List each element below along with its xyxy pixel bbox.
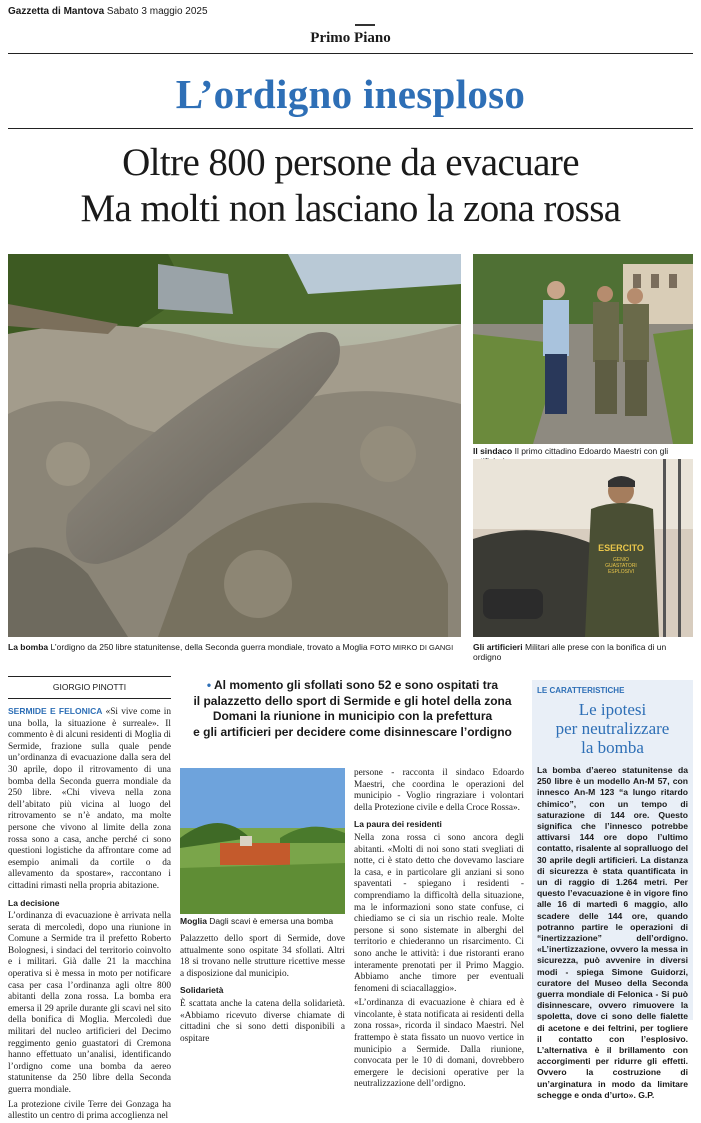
section-title: Primo Piano	[310, 30, 391, 46]
section-divider	[355, 24, 375, 26]
bomb-caption	[8, 642, 468, 653]
moglia-caption	[180, 916, 348, 926]
sidebar-title	[537, 700, 688, 757]
badge-line-4: ESPLOSIVI	[607, 569, 635, 575]
sidebar-title-line-2: per neutralizzare	[555, 719, 670, 738]
summary-line-1: • Al momento gli sfollati sono 52 e sono ospitati tra	[206, 678, 499, 692]
sidebar-title-line-1: Le ipotesi	[578, 700, 647, 719]
summary-line-4: e gli artificieri per decidere come disinnescare l’ordigno	[193, 724, 512, 739]
col3-p2: Nella zona rossa ci sono ancora degli abitanti. «Molti di noi sono stati svegliati di notte, ci è stato detto che dovevamo lasciare la casa, e in particolare gli anziani si sono spaventati - spiegano i residenti - comprendiamo la difficoltà della situazione, ma le informazioni sono state confuse, ci chiediamo se ci sia un rischio reale. Molte persone si sono sistemate in alberghi del territorio e chiederanno un risarcimento. Ci sono anche le attività: i due ristoranti erano interamente prenotati per il Primo Maggio. Abbiamo anche timore per eventuali fenomeni di sciacallaggio».	[354, 832, 524, 994]
moglia-caption-text: Dagli scavi è emersa una bomba	[209, 916, 334, 926]
article-column-2	[180, 934, 345, 1044]
col2-p2: È scattata anche la catena della solidarietà. «Abbiamo ricevuto diverse chiamate di cittadini che si sono detti disponibili a ospitare	[180, 998, 345, 1044]
dateline: SERMIDE E FELONICA	[8, 706, 103, 716]
artificieri-caption	[473, 642, 695, 662]
subhead-solidarieta: Solidarietà	[180, 985, 224, 996]
subhead-paura: La paura dei residenti	[354, 819, 442, 830]
artificieri-photo	[473, 459, 693, 637]
col1-p2: L’ordinanza di evacuazione è arrivata nella serata di mercoledì, dopo una riunione in Comune a Sermide tra il prefetto Roberto Bolognesi, i sindaci del territorio coinvolto e i militari. Già dalle 21 la macchina operativa si è messa in moto per notificare casa per casa l’ordinanza agli oltre 800 abitanti della zona rossa. La bomba era emersa il 29 aprile durante gli scavi nel sito della bonifica di Moglia. Mercoledì due militari del nucleo artificieri del Decimo reggimento genio guastatori di Cremona hanno effettuato un’analisi, identificando l’ordigno come una bomba da aereo statunitense da 250 libre della Seconda guerra mondiale.	[8, 911, 171, 1095]
byline-rule-top	[8, 676, 171, 677]
summary	[180, 678, 525, 740]
paper-name: Gazzetta di Mantova	[8, 6, 105, 17]
sidebar-box	[532, 680, 693, 1100]
badge-line-2: GENIO	[612, 557, 630, 563]
article-column-1	[8, 706, 172, 1122]
summary-line-3: Domani la riunione in municipio con la prefettura	[212, 709, 493, 723]
byline-rule-bottom	[8, 698, 171, 699]
artificieri-caption-text: Militari alle prese con la bonifica di un ordigno	[473, 642, 667, 662]
article-column-3	[354, 768, 524, 1090]
col1-p3: La protezione civile Terre dei Gonzaga ha allestito un centro di prima accoglienza nel	[8, 1099, 171, 1122]
sidebar-tag: LE CARATTERISTICHE	[537, 686, 625, 695]
moglia-caption-label: Moglia	[180, 916, 207, 926]
kicker-rule	[8, 128, 693, 129]
badge-line-3: GUASTATORI	[605, 563, 637, 569]
issue-date: Sabato 3 maggio 2025	[106, 6, 208, 17]
col2-p1: Palazzetto dello sport di Sermide, dove attualmente sono ospitate 34 sfollati. Altri 18 si trovano nelle strutture ricettive messe a disposizione dal municipio.	[180, 934, 345, 979]
headline-line-1: Oltre 800 persone da evacuare	[122, 141, 579, 184]
artificieri-caption-label: Gli artificieri	[473, 642, 523, 652]
summary-line-2: il palazzetto dello sport di Sermide e gli hotel della zona	[193, 693, 512, 708]
col3-p3: «L’ordinanza di evacuazione è chiara ed è vincolante, è stata notificata ai residenti della zona rossa», ricorda il sindaco Maestri. Nel frattempo è stata fissato un nuovo vertice in municipio a Sermide. Dalla riunione, convocata per le 10 di domani, dovrebbero emergere le decisioni operative per la neutralizzazione dell’ordigno.	[354, 998, 524, 1090]
sidebar-body: La bomba d’aereo statunitense da 250 libre è un modello An-M 57, con innesco An-M 123 “a lungo ritardo chimico”, con un tempo di saturazione di 144 ore. Questo significa che l’innesco potrebbe attivarsi 144 ore dopo l’ultimo contatto, risalente al sopralluogo del 30 aprile degli artificieri. La distanza di sicurezza è stata quantificata in un di raggio di 1.264 metri. Per questo l’evacuazione è in vigore fino alle 16 di martedì 6 maggio, allo scadere delle 144 ore, quando potranno partire le operazioni di “inertizzazione” dell’ordigno. «L’inertizzazione, ovvero la messa in sicurezza, può avvenire in diversi modi - spiega Simone Guidorzi, curatore del Museo della Seconda guerra mondiale di Felonica - Si può disinnescare, ovvero rimuovere la spoletta, dove ci sono delle fialette di acetone e dei feltrini, per togliere il contatto con l’esplosivo. L’alternativa è il brillamento con accorgimenti per ridurre gli effetti. Ovvero la costruzione di un’arginatura in modo da limitare schegge e onda d’urto». G.P.	[537, 765, 688, 1100]
masthead	[8, 6, 208, 17]
headline-line-2: Ma molti non lasciano la zona rossa	[80, 187, 621, 230]
bomb-caption-text: L’ordigno da 250 libre statunitense, della Seconda guerra mondiale, trovato a Moglia	[50, 642, 368, 652]
byline: GIORGIO PINOTTI	[52, 682, 127, 692]
mayor-caption-label: Il sindaco	[473, 446, 513, 456]
sidebar-title-line-3: la bomba	[581, 738, 644, 757]
mayor-photo	[473, 254, 693, 444]
photo-credit: FOTO MIRKO DI GANGI	[369, 643, 454, 652]
mayor-caption-text: Il primo cittadino Edoardo Maestri con gli	[514, 446, 669, 456]
kicker: L’ordigno inesploso	[175, 71, 526, 117]
bomb-photo	[8, 254, 461, 637]
col3-p1: persone - racconta il sindaco Edoardo Maestri, che coordina le operazioni del municipio - Voglio ringraziare i volontari della Protezione civile e della Croce Rossa».	[354, 768, 524, 813]
col1-p1: «Si vive come in una bolla, la situazione è surreale». Il commento è di alcuni residenti di Moglia di Sermide, frazione sulla quale pende un’ordinanza di evacuazione dalla sera del 30 aprile, dopo il ritrovamento di una bomba della Seconda guerra mondiale da 250 libre. «Chi viveva nella zona dell’abitato più vicina al luogo del ritrovamento se n’è andato, ma molte persone che vivono al limite della zona rossa sono a casa, anche perché ci sono questioni logistiche da affrontare come ad esempio animali da cortile o da allevamento da spostare», raccontano i cittadini rimasti nella propria abitazione.	[8, 707, 172, 891]
bomb-caption-label: La bomba	[8, 642, 49, 652]
moglia-photo	[180, 768, 345, 914]
headline	[0, 140, 701, 232]
subhead-decisione: La decisione	[8, 897, 60, 908]
top-rule	[8, 53, 693, 54]
esercito-badge: ESERCITO	[598, 543, 644, 553]
